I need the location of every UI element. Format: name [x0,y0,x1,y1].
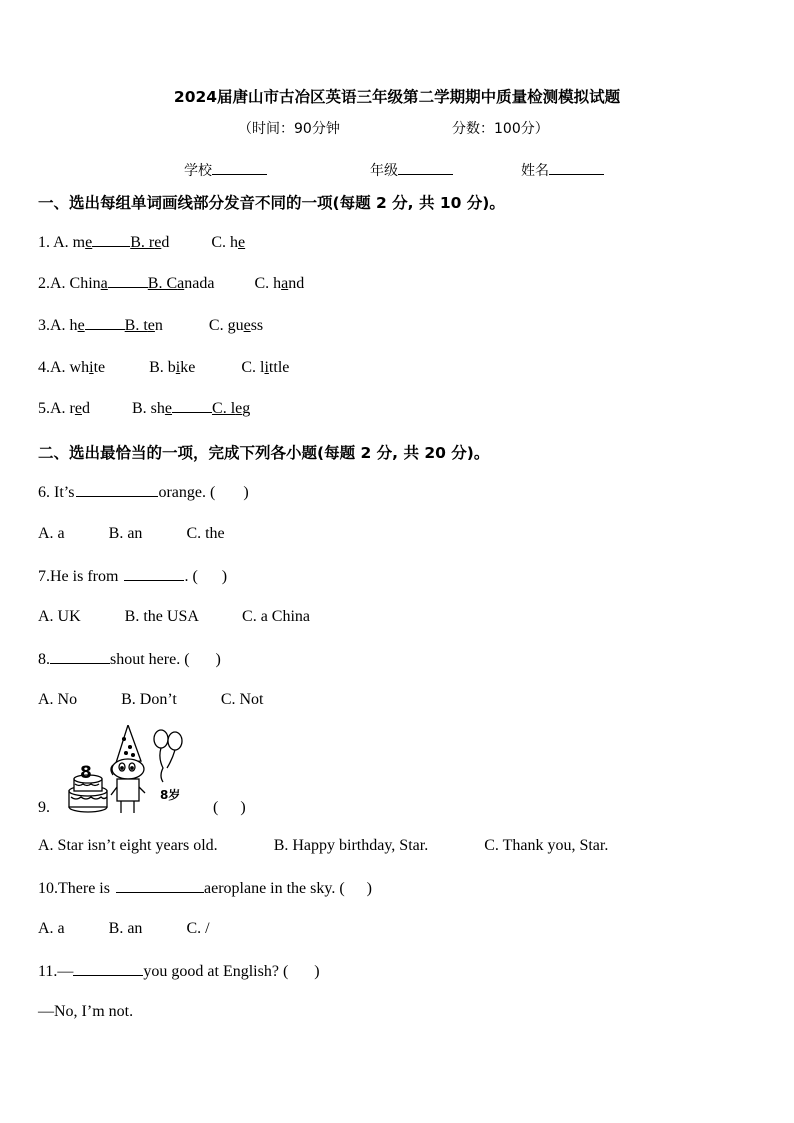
question-4 [38,359,289,377]
q1-option-c: C. h [211,234,239,251]
q5-option-a: 5.A. r [38,400,75,417]
q8-option-c[interactable]: C. Not [220,691,264,708]
q3-option-c: C. gu [208,317,244,334]
question-9-number: 9. [38,799,50,816]
q9-option-a[interactable]: A. Star isn’t eight years old. [38,837,218,854]
q2-c-suffix: nd [288,275,305,292]
question-7 [38,567,227,586]
q1-b-suffix: d [161,234,170,251]
question-6 [38,483,249,502]
q5-a-suffix: d [82,400,90,417]
q3-gap [85,318,125,330]
question-6-options [38,525,225,543]
q7-option-a[interactable]: A. UK [38,608,81,625]
q7-option-b[interactable]: B. the USA [124,608,199,625]
q3-option-b: B. t [124,317,148,334]
q6-option-b[interactable]: B. an [108,525,143,542]
q2-c-underlined: a [281,275,289,292]
q2-option-b: B. C [147,275,178,292]
q4-b-suffix: ke [180,359,196,376]
q4-c-suffix: ttle [268,359,290,376]
q3-b-underlined: e [147,317,155,334]
q5-option-c: C. l [212,400,236,417]
q4-option-c: C. l [241,359,265,376]
q3-option-a: 3.A. h [38,317,78,334]
q1-option-b: B. r [130,234,155,251]
question-8 [38,650,221,669]
school-field [184,160,267,180]
q9-paren-close: ) [240,799,246,816]
boy-character [111,725,145,813]
q2-option-c: C. h [254,275,282,292]
q7-blank[interactable] [124,567,184,581]
q9-answer-paren[interactable] [213,799,246,817]
q3-c-suffix: ss [250,317,264,334]
q4-b-underlined: i [175,359,181,376]
q10-blank[interactable] [116,879,204,893]
q6-blank[interactable] [76,483,158,497]
q10-option-b[interactable]: B. an [108,920,143,937]
question-10-options [38,920,210,938]
q1-c-underlined: e [238,234,246,251]
q5-b-underlined: e [164,400,173,417]
q6-answer-paren[interactable]: ) [243,484,249,501]
q1-option-a: 1. A. m [38,234,86,251]
q1-a-underlined: e [85,234,93,251]
q9-option-c[interactable]: C. Thank you, Star. [484,837,609,854]
question-10 [38,879,372,898]
school-label: 学校 [184,163,212,179]
grade-label: 年级 [370,163,398,179]
q11-response: —No, I’m not. [38,1003,134,1020]
q5-a-underlined: e [74,400,82,417]
q2-gap [108,276,148,288]
q9-option-b[interactable]: B. Happy birthday, Star. [273,837,429,854]
section1-heading: 一、选出每组单词画线部分发音不同的一项(每题 2 分, 共 10 分)。 [38,194,505,212]
exam-score: 分数：100分） [452,121,549,137]
q2-b-suffix: nada [184,275,215,292]
q4-c-underlined: i [264,359,269,376]
q7-answer-paren[interactable]: ) [221,568,228,585]
q8-answer-paren[interactable]: ) [215,651,221,668]
q9-paren-open: ( [213,799,219,816]
balloon-icon [154,730,182,782]
q2-b-underlined: a [177,275,185,292]
q7-suffix: . ( [184,568,198,585]
q7-text: 7.He is from [38,568,119,585]
page-title: 2024届唐山市古冶区英语三年级第二学期期中质量检测模拟试题 [173,88,621,106]
q10-option-c[interactable]: C. / [186,920,210,937]
question-1 [38,234,245,252]
q5-c-underlined: e [235,400,243,417]
q7-option-c[interactable]: C. a China [242,608,311,625]
q5-c-suffix: g [242,400,251,417]
question-8-options [38,691,264,709]
q2-a-underlined: a [100,275,108,292]
q1-b-underlined: e [154,234,162,251]
q6-suffix: orange. ( [158,484,216,501]
birthday-illustration-svg [66,725,190,820]
birthday-illustration [66,725,190,820]
section2-heading: 二、选出最恰当的一项，完成下列各小题(每题 2 分, 共 20 分)。 [38,444,490,462]
q11-suffix: you good at English? ( [143,963,289,980]
q10-suffix: aeroplane in the sky. ( [203,880,345,897]
q11-answer-paren[interactable]: ) [314,963,320,980]
grade-field [370,160,453,180]
cake-number: 8 [80,763,92,783]
q6-option-a[interactable]: A. a [38,525,65,542]
q4-a-underlined: i [89,359,94,376]
q8-option-a[interactable]: A. No [38,691,78,708]
name-blank[interactable] [549,161,604,175]
q3-a-underlined: e [77,317,85,334]
age-label: 8岁 [160,788,181,802]
q8-option-b[interactable]: B. Don’t [121,691,177,708]
question-5 [38,400,250,418]
q8-suffix: shout here. ( [110,651,190,668]
q10-option-a[interactable]: A. a [38,920,65,937]
q4-option-a: 4.A. wh [38,359,90,376]
exam-time: （时间：90分钟 [238,121,340,137]
q11-text: 11.— [38,963,74,980]
q5-gap [172,401,212,413]
q5-option-b: B. sh [132,400,165,417]
q3-b-suffix: n [154,317,163,334]
name-label: 姓名 [521,163,549,179]
q11-blank[interactable] [73,962,143,976]
q10-text: 10.There is [38,880,110,897]
question-2 [38,275,304,293]
question-11 [38,962,320,981]
q6-option-c[interactable]: C. the [186,525,225,542]
grade-blank[interactable] [398,161,453,175]
q1-gap [92,235,130,247]
q4-a-suffix: te [93,359,106,376]
question-9-options [38,837,608,855]
name-field [521,160,604,180]
q6-text: 6. It’s [38,484,75,501]
question-7-options [38,608,310,626]
question-3 [38,317,263,335]
q8-blank[interactable] [50,650,110,664]
q4-option-b: B. b [149,359,176,376]
q3-c-underlined: e [243,317,251,334]
q2-option-a: 2.A. Chin [38,275,101,292]
q8-text: 8. [38,651,50,668]
q10-answer-paren[interactable]: ) [366,880,372,897]
school-blank[interactable] [212,161,267,175]
